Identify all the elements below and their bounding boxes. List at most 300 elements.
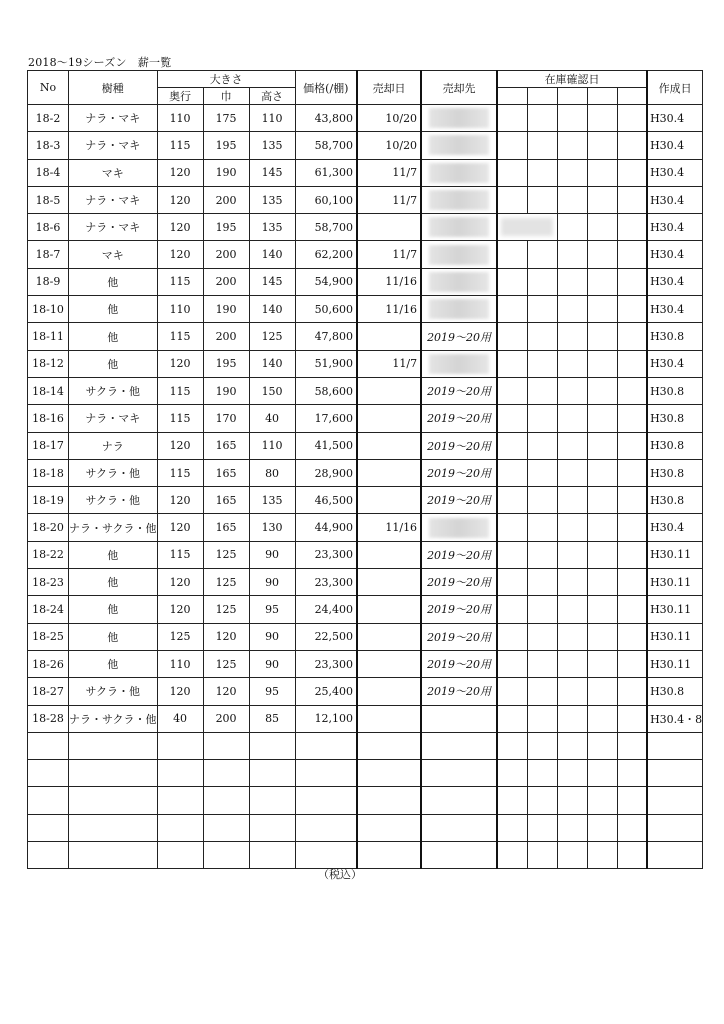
row-no: 18-28 [28, 705, 69, 732]
row-created: H30.11 [647, 596, 703, 623]
row-sale-date: 11/16 [357, 268, 421, 295]
table-row [28, 268, 703, 295]
empty-cell [28, 842, 69, 869]
row-species: ナラ・マキ [69, 132, 158, 159]
row-no: 18-9 [28, 268, 69, 295]
row-stock-check [617, 323, 647, 350]
row-stock-check [497, 323, 527, 350]
row-width: 195 [203, 132, 249, 159]
row-no: 18-14 [28, 377, 69, 404]
row-stock-check [527, 159, 557, 186]
row-stock-check [527, 186, 557, 213]
empty-cell [421, 814, 497, 841]
row-depth: 120 [157, 678, 203, 705]
row-no: 18-4 [28, 159, 69, 186]
row-no: 18-18 [28, 459, 69, 486]
row-no: 18-19 [28, 487, 69, 514]
row-buyer [421, 296, 497, 323]
empty-cell [357, 842, 421, 869]
row-stock-check [617, 623, 647, 650]
row-stock-check [587, 405, 617, 432]
row-stock-check [557, 650, 587, 677]
empty-cell [421, 732, 497, 759]
row-price: 60,100 [295, 186, 357, 213]
empty-cell [557, 814, 587, 841]
row-created: H30.11 [647, 650, 703, 677]
header-height: 高さ [249, 88, 295, 105]
row-height: 135 [249, 487, 295, 514]
empty-cell [587, 842, 617, 869]
row-sale-date: 10/20 [357, 105, 421, 132]
row-price: 23,300 [295, 569, 357, 596]
row-buyer [421, 705, 497, 732]
empty-cell [157, 787, 203, 814]
row-buyer [421, 105, 497, 132]
row-buyer: 2019～20用 [421, 678, 497, 705]
empty-cell [357, 787, 421, 814]
row-stock-check [587, 487, 617, 514]
row-stock-check [617, 705, 647, 732]
row-stock-check [557, 432, 587, 459]
row-price: 58,700 [295, 132, 357, 159]
row-species: 他 [69, 541, 158, 568]
empty-cell [69, 760, 158, 787]
row-sale-date: 11/7 [357, 350, 421, 377]
row-depth: 120 [157, 432, 203, 459]
row-stock-check [527, 514, 557, 541]
row-sale-date: 11/7 [357, 241, 421, 268]
row-height: 95 [249, 678, 295, 705]
row-stock-check [557, 323, 587, 350]
row-no: 18-3 [28, 132, 69, 159]
empty-cell [421, 760, 497, 787]
row-stock-check [527, 296, 557, 323]
row-stock-check [497, 214, 557, 241]
row-width: 200 [203, 268, 249, 295]
row-price: 22,500 [295, 623, 357, 650]
row-stock-check [527, 323, 557, 350]
row-depth: 115 [157, 459, 203, 486]
row-sale-date [357, 623, 421, 650]
row-width: 175 [203, 105, 249, 132]
row-created: H30.4 [647, 241, 703, 268]
row-stock-check [527, 678, 557, 705]
row-width: 125 [203, 569, 249, 596]
tax-note: （税込） [318, 868, 362, 881]
row-width: 120 [203, 678, 249, 705]
row-stock-check [617, 159, 647, 186]
row-width: 170 [203, 405, 249, 432]
table-row [28, 186, 703, 213]
row-created: H30.4 [647, 214, 703, 241]
empty-cell [557, 760, 587, 787]
empty-cell [421, 787, 497, 814]
row-height: 90 [249, 569, 295, 596]
row-stock-check [587, 268, 617, 295]
row-stock-check [587, 459, 617, 486]
row-no: 18-25 [28, 623, 69, 650]
empty-cell [249, 814, 295, 841]
redacted-buyer [429, 245, 489, 265]
row-stock-check [587, 377, 617, 404]
row-no: 18-5 [28, 186, 69, 213]
redacted-buyer [429, 108, 489, 128]
row-sale-date: 11/16 [357, 514, 421, 541]
redacted-buyer [429, 299, 489, 319]
table-row [28, 323, 703, 350]
row-sale-date: 11/16 [357, 296, 421, 323]
header-sale-date: 売却日 [357, 71, 421, 105]
row-height: 140 [249, 241, 295, 268]
empty-row [28, 842, 703, 869]
row-width: 190 [203, 159, 249, 186]
row-species: 他 [69, 323, 158, 350]
row-price: 61,300 [295, 159, 357, 186]
row-stock-check [617, 377, 647, 404]
row-species: 他 [69, 268, 158, 295]
page-title: 2018～19シーズン 薪一覧 [28, 56, 172, 69]
empty-cell [249, 760, 295, 787]
row-price: 54,900 [295, 268, 357, 295]
row-price: 44,900 [295, 514, 357, 541]
row-width: 200 [203, 705, 249, 732]
row-stock-check [617, 569, 647, 596]
row-stock-check [527, 405, 557, 432]
row-height: 80 [249, 459, 295, 486]
row-no: 18-23 [28, 569, 69, 596]
row-stock-check [587, 569, 617, 596]
table-row [28, 705, 703, 732]
row-width: 195 [203, 350, 249, 377]
firewood-table [27, 70, 703, 869]
row-stock-check [557, 623, 587, 650]
empty-row [28, 814, 703, 841]
row-stock-check [557, 186, 587, 213]
row-stock-check [617, 514, 647, 541]
row-species: マキ [69, 159, 158, 186]
row-height: 140 [249, 350, 295, 377]
empty-cell [69, 842, 158, 869]
row-price: 41,500 [295, 432, 357, 459]
empty-cell [527, 814, 557, 841]
empty-cell [617, 814, 647, 841]
row-width: 200 [203, 241, 249, 268]
row-stock-check [587, 596, 617, 623]
row-price: 23,300 [295, 650, 357, 677]
row-stock-check [587, 650, 617, 677]
row-width: 165 [203, 459, 249, 486]
row-stock-check [557, 569, 587, 596]
row-sale-date [357, 487, 421, 514]
row-stock-check [617, 405, 647, 432]
empty-cell [587, 787, 617, 814]
row-stock-check [527, 268, 557, 295]
row-stock-check [527, 459, 557, 486]
row-stock-check [617, 487, 647, 514]
row-stock-check [587, 241, 617, 268]
empty-cell [587, 732, 617, 759]
row-depth: 115 [157, 268, 203, 295]
row-buyer [421, 241, 497, 268]
row-stock-check [557, 241, 587, 268]
row-sale-date [357, 541, 421, 568]
row-stock-check [617, 132, 647, 159]
row-stock-check [497, 186, 527, 213]
row-no: 18-10 [28, 296, 69, 323]
row-depth: 110 [157, 650, 203, 677]
row-depth: 40 [157, 705, 203, 732]
row-stock-check [497, 405, 527, 432]
row-depth: 115 [157, 541, 203, 568]
row-stock-check [557, 214, 587, 241]
row-width: 195 [203, 214, 249, 241]
table-row [28, 650, 703, 677]
empty-cell [497, 787, 527, 814]
row-created: H30.8 [647, 405, 703, 432]
table-row [28, 596, 703, 623]
empty-cell [647, 787, 703, 814]
header-size: 大きさ [157, 71, 295, 88]
row-stock-check [497, 159, 527, 186]
row-species: サクラ・他 [69, 459, 158, 486]
row-stock-check [557, 350, 587, 377]
row-sale-date: 10/20 [357, 132, 421, 159]
row-sale-date [357, 705, 421, 732]
row-buyer [421, 214, 497, 241]
empty-cell [69, 814, 158, 841]
empty-cell [647, 760, 703, 787]
row-stock-check [557, 132, 587, 159]
row-stock-check [527, 569, 557, 596]
row-no: 18-16 [28, 405, 69, 432]
table-row [28, 514, 703, 541]
header-width: 巾 [203, 88, 249, 105]
table-row [28, 569, 703, 596]
row-sale-date [357, 459, 421, 486]
row-height: 40 [249, 405, 295, 432]
table-row [28, 350, 703, 377]
empty-cell [295, 760, 357, 787]
row-height: 145 [249, 159, 295, 186]
row-created: H30.8 [647, 459, 703, 486]
row-stock-check [497, 541, 527, 568]
row-stock-check [557, 159, 587, 186]
row-buyer: 2019～20用 [421, 323, 497, 350]
empty-cell [527, 760, 557, 787]
row-height: 85 [249, 705, 295, 732]
row-stock-check [497, 296, 527, 323]
empty-cell [647, 814, 703, 841]
empty-cell [617, 732, 647, 759]
row-sale-date [357, 596, 421, 623]
row-width: 125 [203, 596, 249, 623]
row-stock-check [587, 159, 617, 186]
table-row [28, 459, 703, 486]
row-stock-check [557, 705, 587, 732]
row-species: 他 [69, 569, 158, 596]
row-no: 18-11 [28, 323, 69, 350]
empty-cell [69, 787, 158, 814]
table-row [28, 541, 703, 568]
redacted-buyer [429, 135, 489, 155]
empty-cell [157, 842, 203, 869]
row-no: 18-2 [28, 105, 69, 132]
row-stock-check [497, 377, 527, 404]
row-species: 他 [69, 623, 158, 650]
header-price: 価格(/棚) [295, 71, 357, 105]
empty-cell [617, 760, 647, 787]
table-row [28, 377, 703, 404]
row-species: 他 [69, 650, 158, 677]
row-stock-check [527, 132, 557, 159]
empty-cell [647, 732, 703, 759]
empty-cell [497, 760, 527, 787]
table-row [28, 678, 703, 705]
row-sale-date [357, 650, 421, 677]
row-stock-check [497, 432, 527, 459]
row-buyer [421, 186, 497, 213]
row-stock-check [617, 186, 647, 213]
row-price: 62,200 [295, 241, 357, 268]
row-no: 18-6 [28, 214, 69, 241]
row-species: ナラ・マキ [69, 105, 158, 132]
row-depth: 120 [157, 350, 203, 377]
row-stock-check [617, 296, 647, 323]
row-width: 200 [203, 186, 249, 213]
row-width: 200 [203, 323, 249, 350]
row-stock-check [527, 487, 557, 514]
empty-cell [357, 760, 421, 787]
row-height: 90 [249, 541, 295, 568]
row-stock-check [497, 132, 527, 159]
row-stock-check [497, 569, 527, 596]
row-created: H30.8 [647, 377, 703, 404]
row-stock-check [497, 459, 527, 486]
row-stock-check [617, 105, 647, 132]
row-created: H30.4・8 [647, 705, 703, 732]
row-price: 17,600 [295, 405, 357, 432]
row-price: 25,400 [295, 678, 357, 705]
empty-cell [497, 842, 527, 869]
table-row [28, 487, 703, 514]
row-depth: 120 [157, 159, 203, 186]
row-height: 135 [249, 214, 295, 241]
row-species: サクラ・他 [69, 487, 158, 514]
row-buyer: 2019～20用 [421, 650, 497, 677]
row-stock-check [497, 350, 527, 377]
empty-cell [28, 787, 69, 814]
row-stock-check [587, 514, 617, 541]
redacted-buyer [429, 354, 489, 374]
row-buyer: 2019～20用 [421, 377, 497, 404]
row-stock-check [587, 323, 617, 350]
row-stock-check [527, 596, 557, 623]
row-stock-check [557, 405, 587, 432]
empty-cell [557, 787, 587, 814]
row-stock-check [527, 705, 557, 732]
row-species: 他 [69, 350, 158, 377]
row-stock-check [587, 623, 617, 650]
redacted-buyer [429, 518, 489, 538]
row-stock-check [587, 705, 617, 732]
row-stock-check [587, 296, 617, 323]
row-stock-check [557, 105, 587, 132]
row-sale-date [357, 377, 421, 404]
table-body [28, 105, 703, 869]
redacted-buyer [429, 272, 489, 292]
row-width: 190 [203, 296, 249, 323]
empty-cell [295, 787, 357, 814]
row-stock-check [527, 541, 557, 568]
row-depth: 120 [157, 186, 203, 213]
row-price: 12,100 [295, 705, 357, 732]
row-stock-check [497, 105, 527, 132]
row-buyer: 2019～20用 [421, 487, 497, 514]
empty-cell [587, 814, 617, 841]
table-row [28, 241, 703, 268]
row-height: 150 [249, 377, 295, 404]
row-height: 130 [249, 514, 295, 541]
redacted-buyer [429, 190, 489, 210]
row-stock-check [557, 377, 587, 404]
row-stock-check [527, 350, 557, 377]
row-created: H30.8 [647, 678, 703, 705]
row-price: 23,300 [295, 541, 357, 568]
row-stock-check [497, 487, 527, 514]
row-price: 58,700 [295, 214, 357, 241]
row-buyer: 2019～20用 [421, 541, 497, 568]
row-sale-date [357, 678, 421, 705]
row-depth: 120 [157, 596, 203, 623]
row-width: 190 [203, 377, 249, 404]
empty-cell [157, 760, 203, 787]
table-row [28, 432, 703, 459]
row-depth: 115 [157, 132, 203, 159]
row-width: 120 [203, 623, 249, 650]
row-no: 18-24 [28, 596, 69, 623]
empty-cell [28, 760, 69, 787]
empty-cell [587, 760, 617, 787]
row-depth: 115 [157, 405, 203, 432]
empty-cell [203, 732, 249, 759]
row-price: 51,900 [295, 350, 357, 377]
table-row [28, 623, 703, 650]
row-height: 135 [249, 186, 295, 213]
row-stock-check [557, 268, 587, 295]
row-depth: 120 [157, 487, 203, 514]
row-species: ナラ・サクラ・他 [69, 514, 158, 541]
row-depth: 120 [157, 514, 203, 541]
row-stock-check [557, 678, 587, 705]
row-price: 50,600 [295, 296, 357, 323]
row-height: 145 [249, 268, 295, 295]
row-stock-check [587, 105, 617, 132]
row-stock-check [617, 214, 647, 241]
empty-cell [249, 842, 295, 869]
row-no: 18-7 [28, 241, 69, 268]
empty-cell [421, 842, 497, 869]
row-created: H30.11 [647, 569, 703, 596]
row-sale-date [357, 432, 421, 459]
row-stock-check [527, 623, 557, 650]
row-sale-date [357, 569, 421, 596]
empty-row [28, 732, 703, 759]
row-buyer [421, 268, 497, 295]
row-stock-check [497, 705, 527, 732]
empty-cell [357, 732, 421, 759]
row-price: 28,900 [295, 459, 357, 486]
empty-cell [527, 732, 557, 759]
